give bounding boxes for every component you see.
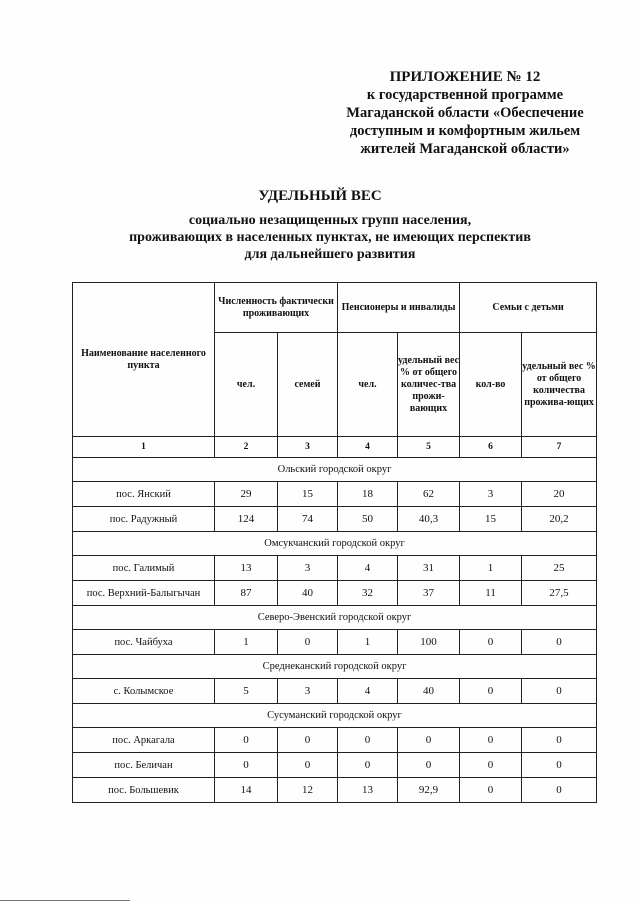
value-cell: 62 — [398, 482, 460, 507]
settlement-name-cell: пос. Янский — [73, 482, 215, 507]
table-row — [73, 753, 597, 778]
value-cell: 124 — [215, 507, 278, 532]
value-cell: 0 — [522, 728, 597, 753]
value-cell: 13 — [215, 556, 278, 581]
value-cell: 3 — [278, 679, 338, 704]
column-number: 1 — [73, 437, 215, 458]
section-row — [73, 532, 597, 556]
settlement-name-cell: пос. Чайбуха — [73, 630, 215, 655]
value-cell: 4 — [338, 556, 398, 581]
appendix-title: ПРИЛОЖЕНИЕ № 12 — [389, 69, 541, 85]
header-col-fam-count: кол-во — [460, 333, 522, 437]
data-table — [72, 282, 597, 803]
value-cell: 40 — [278, 581, 338, 606]
appendix-block — [330, 68, 600, 158]
value-cell: 11 — [460, 581, 522, 606]
value-cell: 0 — [460, 753, 522, 778]
section-row — [73, 704, 597, 728]
value-cell: 40 — [398, 679, 460, 704]
column-number: 5 — [398, 437, 460, 458]
section-row — [73, 655, 597, 679]
header-name: Наименование населенного пункта — [73, 283, 215, 437]
value-cell: 0 — [460, 778, 522, 803]
section-title: Омсукчанский городской округ — [73, 532, 597, 556]
header-col-pens-people: чел. — [338, 333, 398, 437]
value-cell: 14 — [215, 778, 278, 803]
settlement-name-cell: пос. Аркагала — [73, 728, 215, 753]
value-cell: 0 — [278, 630, 338, 655]
settlement-name-cell: пос. Радужный — [73, 507, 215, 532]
settlement-name-cell: пос. Беличан — [73, 753, 215, 778]
appendix-line: доступным и комфортным жильем — [349, 123, 581, 139]
table-row — [73, 679, 597, 704]
document-subtitle — [100, 212, 560, 263]
column-number-row — [73, 437, 597, 458]
settlement-name-cell: пос. Галимый — [73, 556, 215, 581]
settlement-name-cell: с. Колымское — [73, 679, 215, 704]
header-col-pens-share: удельный вес % от общего количес-тва прожи-вающих — [398, 333, 460, 437]
subtitle-line: для дальнейшего развития — [244, 247, 416, 262]
value-cell: 1 — [460, 556, 522, 581]
section-title: Ольский городской округ — [73, 458, 597, 482]
value-cell: 0 — [460, 630, 522, 655]
header-group-population: Численность фактически проживающих — [215, 283, 338, 333]
value-cell: 0 — [398, 753, 460, 778]
value-cell: 32 — [338, 581, 398, 606]
table-row — [73, 507, 597, 532]
value-cell: 0 — [398, 728, 460, 753]
value-cell: 3 — [278, 556, 338, 581]
value-cell: 0 — [522, 679, 597, 704]
value-cell: 29 — [215, 482, 278, 507]
value-cell: 1 — [215, 630, 278, 655]
header-col-fam-share: удельный вес % от общего количества прожива-ющих — [522, 333, 597, 437]
footer-divider — [0, 900, 130, 901]
header-col-families: семей — [278, 333, 338, 437]
appendix-line: к государственной программе — [366, 87, 564, 103]
value-cell: 0 — [338, 753, 398, 778]
column-number: 2 — [215, 437, 278, 458]
value-cell: 15 — [278, 482, 338, 507]
table-row — [73, 482, 597, 507]
value-cell: 31 — [398, 556, 460, 581]
table-row — [73, 630, 597, 655]
table-row — [73, 778, 597, 803]
column-number: 4 — [338, 437, 398, 458]
value-cell: 0 — [215, 728, 278, 753]
header-group-families: Семьи с детьми — [460, 283, 597, 333]
header-group-pensioners: Пенсионеры и инвалиды — [338, 283, 460, 333]
section-title: Сусуманский городской округ — [73, 704, 597, 728]
column-number: 3 — [278, 437, 338, 458]
value-cell: 20 — [522, 482, 597, 507]
value-cell: 50 — [338, 507, 398, 532]
table-body — [73, 458, 597, 803]
value-cell: 0 — [338, 728, 398, 753]
value-cell: 0 — [278, 753, 338, 778]
section-title: Среднеканский городской округ — [73, 655, 597, 679]
value-cell: 4 — [338, 679, 398, 704]
settlement-name-cell: пос. Большевик — [73, 778, 215, 803]
value-cell: 20,2 — [522, 507, 597, 532]
header-col-people: чел. — [215, 333, 278, 437]
value-cell: 0 — [522, 753, 597, 778]
value-cell: 1 — [338, 630, 398, 655]
value-cell: 25 — [522, 556, 597, 581]
value-cell: 0 — [460, 679, 522, 704]
value-cell: 0 — [522, 778, 597, 803]
table-row — [73, 556, 597, 581]
table-row — [73, 581, 597, 606]
appendix-line: Магаданской области «Обеспечение — [346, 105, 584, 121]
value-cell: 0 — [278, 728, 338, 753]
value-cell: 37 — [398, 581, 460, 606]
document-title: УДЕЛЬНЫЙ ВЕС — [258, 188, 382, 204]
value-cell: 0 — [215, 753, 278, 778]
section-row — [73, 606, 597, 630]
value-cell: 12 — [278, 778, 338, 803]
value-cell: 13 — [338, 778, 398, 803]
subtitle-line: социально незащищенных групп населения, — [188, 213, 472, 228]
appendix-line: жителей Магаданской области» — [360, 141, 570, 157]
column-number: 7 — [522, 437, 597, 458]
value-cell: 40,3 — [398, 507, 460, 532]
value-cell: 0 — [460, 728, 522, 753]
value-cell: 15 — [460, 507, 522, 532]
settlement-name-cell: пос. Верхний-Балыгычан — [73, 581, 215, 606]
value-cell: 87 — [215, 581, 278, 606]
subtitle-line: проживающих в населенных пунктах, не имеющих перспектив — [129, 230, 531, 245]
column-number: 6 — [460, 437, 522, 458]
value-cell: 74 — [278, 507, 338, 532]
section-title: Северо-Эвенский городской округ — [73, 606, 597, 630]
value-cell: 27,5 — [522, 581, 597, 606]
value-cell: 100 — [398, 630, 460, 655]
value-cell: 92,9 — [398, 778, 460, 803]
value-cell: 3 — [460, 482, 522, 507]
value-cell: 5 — [215, 679, 278, 704]
section-row — [73, 458, 597, 482]
value-cell: 0 — [522, 630, 597, 655]
value-cell: 18 — [338, 482, 398, 507]
table-row — [73, 728, 597, 753]
